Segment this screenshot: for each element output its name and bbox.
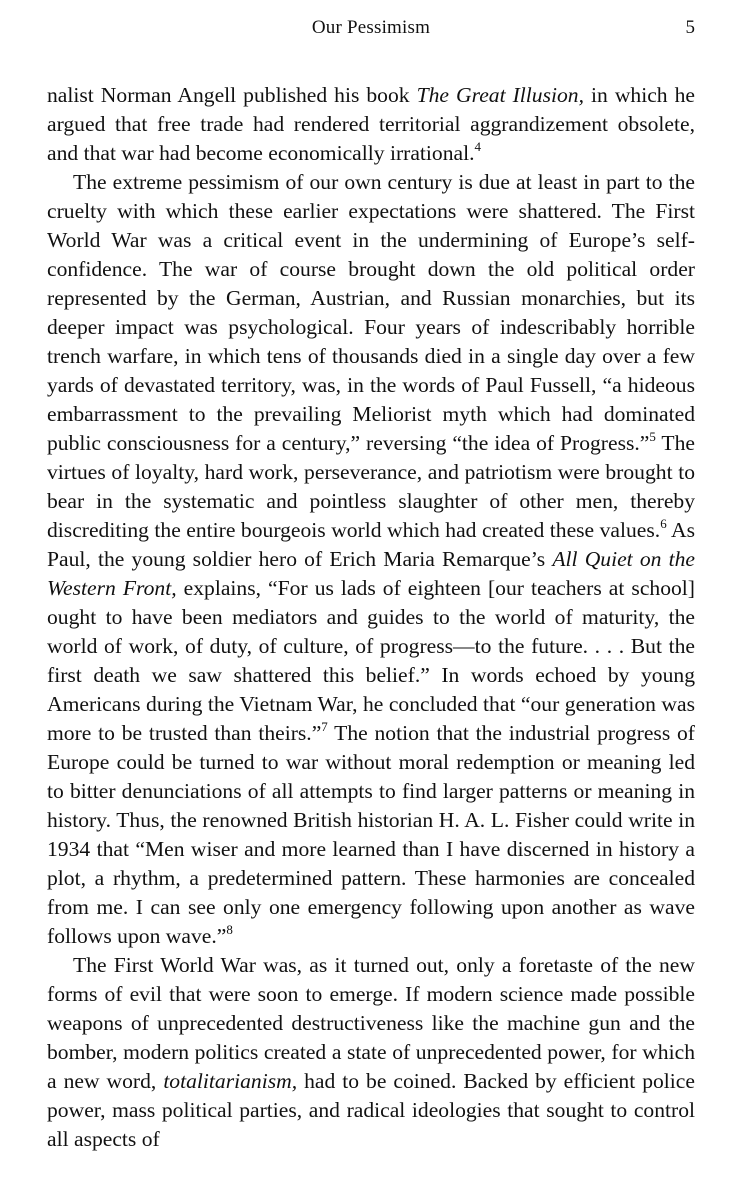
- page-header: [47, 0, 695, 58]
- paragraph-3-segment-1: The First World War was, as it turned out, only a foretaste of the new forms of evil that were soon to emerge. If modern science made possible weapons of unprecedented destructiveness like the machine gun and the bomber, modern politics created a state of unprecedented power, for which a new word,: [47, 953, 695, 1093]
- footnote-ref-6: 6: [660, 516, 667, 531]
- term-totalitarianism: totalitarianism,: [163, 1069, 298, 1093]
- paragraph-3-segment-2: had to be coined. Backed by efficient police power, mass political parties, and radical ideologies that sought to control all aspects of: [47, 1069, 695, 1151]
- page-number: 5: [685, 17, 695, 38]
- footnote-ref-7: 7: [321, 719, 328, 734]
- footnote-ref-4: 4: [474, 139, 481, 154]
- paragraph-2-segment-4: explains, “For us lads of eighteen [our teachers at school] ought to have been mediators and guides to the world of maturity, the world of work, of duty, of culture, of progress—to the future. . . . But the first death we saw shattered this belief.” In words echoed by young Americans during the Vietnam War, he concluded that “our generation was more to be trusted than theirs.”: [47, 576, 695, 745]
- paragraph-2-segment-3: As Paul, the young soldier hero of Erich Maria Remarque’s: [47, 518, 695, 571]
- paragraph-2-segment-2: The virtues of loyalty, hard work, perseverance, and patriotism were brought to bear in the systematic and pointless slaughter of other men, thereby discrediting the entire bourgeois world which had created these values.: [47, 431, 695, 542]
- book-title-all-quiet: All Quiet on the Western Front,: [47, 547, 695, 600]
- paragraph-2-segment-5: The notion that the industrial progress of Europe could be turned to war without moral redemption or meaning led to bitter denunciations of all attempts to find larger patterns or meaning in history. Thus, the renowned British historian H. A. L. Fisher could write in 1934 that “Men wiser and more learned than I have discerned in history a plot, a rhythm, a predetermined pattern. These harmonies are concealed from me. I can see only one emergency following upon another as wave follows upon wave.”: [47, 721, 695, 948]
- book-page: [47, 0, 695, 1151]
- paragraph-3: [47, 951, 695, 1154]
- paragraph-2: [47, 168, 695, 951]
- book-title-great-illusion: The Great Illusion,: [416, 83, 584, 107]
- paragraph-2-segment-1: The extreme pessimism of our own century is due at least in part to the cruelty with which these earlier expectations were shattered. The First World War was a critical event in the undermining of Europe’s self-confidence. The war of course brought down the old political order represented by the German, Austrian, and Russian monarchies, but its deeper impact was psychological. Four years of indescribably horrible trench warfare, in which tens of thousands died in a single day over a few yards of devastated territory, was, in the words of Paul Fussell, “a hideous embarrassment to the prevailing Meliorist myth which had dominated public consciousness for a century,” reversing “the idea of Progress.”: [47, 170, 695, 455]
- paragraph-1: [47, 81, 695, 168]
- paragraph-1-text: nalist Norman Angell published his book: [47, 83, 417, 107]
- paragraph-1-text-continued: in which he argued that free trade had rendered territorial aggrandizement obsolete, and that war had become economically irrational.: [47, 83, 695, 165]
- footnote-ref-5: 5: [649, 429, 656, 444]
- footnote-ref-8: 8: [226, 922, 233, 937]
- running-head: Our Pessimism: [311, 17, 431, 38]
- body-text: [47, 81, 695, 1154]
